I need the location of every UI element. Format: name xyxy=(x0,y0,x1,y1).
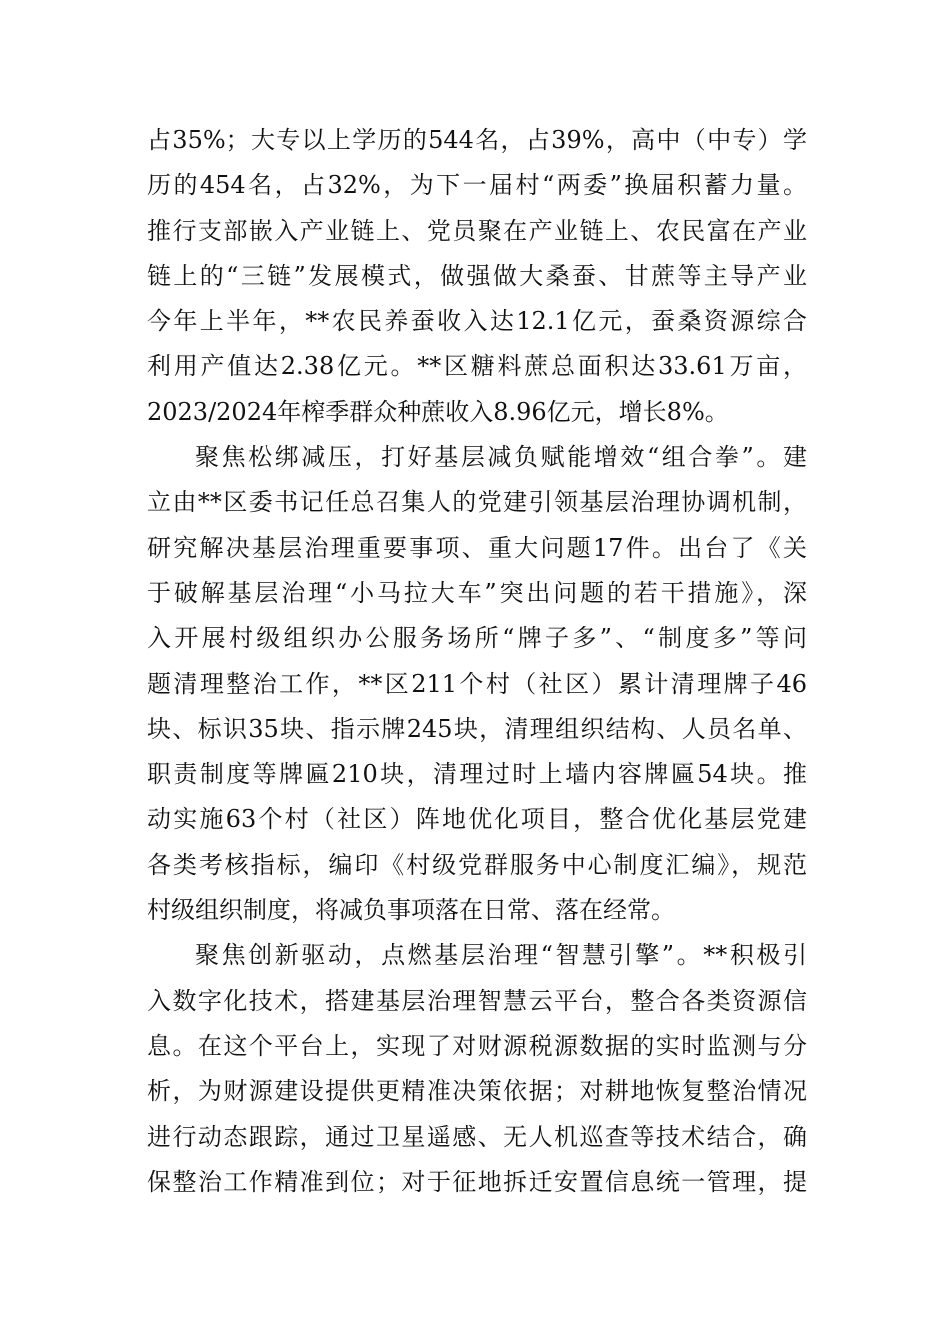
paragraph-burden-reduction xyxy=(147,435,807,933)
text-line: 占35%；大专以上学历的544名，占39%，高中（中专）学 xyxy=(147,126,807,154)
paragraph-talent-and-industry xyxy=(147,118,807,435)
text-line: 入数字化技术，搭建基层治理智慧云平台，整合各类资源信 xyxy=(147,986,807,1015)
text-line: 历的454名，占32%，为下一届村“两委”换届积蓄力量。 xyxy=(147,171,807,200)
paragraph-heading-line: 聚焦创新驱动，点燃基层治理“智慧引擎”。**积极引 xyxy=(195,941,807,970)
text-line: 立由**区委书记任总召集人的党建引领基层治理协调机制， xyxy=(147,488,807,517)
text-line: 块、标识35块、指示牌245块，清理组织结构、人员名单、 xyxy=(147,714,807,743)
text-line: 2023/2024年榨季群众种蔗收入8.96亿元，增长8%。 xyxy=(147,397,729,426)
text-line: 保整治工作精准到位；对于征地拆迁安置信息统一管理，提 xyxy=(147,1167,807,1196)
text-line: 今年上半年，**农民养蚕收入达12.1亿元，蚕桑资源综合 xyxy=(147,307,807,336)
text-line: 村级组织制度，将减负事项落在日常、落在经常。 xyxy=(147,896,675,925)
text-line: 研究解决基层治理重要事项、重大问题17件。出台了《关 xyxy=(147,533,807,562)
text-line: 析，为财源建设提供更精准决策依据；对耕地恢复整治情况 xyxy=(147,1077,807,1106)
text-line: 推行支部嵌入产业链上、党员聚在产业链上、农民富在产业 xyxy=(147,216,807,245)
text-line: 入开展村级组织办公服务场所“牌子多”、“制度多”等问 xyxy=(147,624,807,653)
text-line: 进行动态跟踪，通过卫星遥感、无人机巡查等技术结合，确 xyxy=(147,1122,807,1151)
paragraph-heading-line: 聚焦松绑减压，打好基层减负赋能增效“组合拳”。建 xyxy=(195,443,807,472)
text-line: 于破解基层治理“小马拉大车”突出问题的若干措施》，深 xyxy=(147,578,807,607)
paragraph-innovation xyxy=(147,933,807,1205)
text-line: 息。在这个平台上，实现了对财源税源数据的实时监测与分 xyxy=(147,1031,807,1060)
text-line: 动实施63个村（社区）阵地优化项目，整合优化基层党建 xyxy=(147,805,807,834)
text-line: 链上的“三链”发展模式，做强做大桑蚕、甘蔗等主导产业 xyxy=(147,261,807,290)
text-line: 利用产值达2.38亿元。**区糖料蔗总面积达33.61万亩， xyxy=(147,352,807,381)
text-line: 题清理整治工作，**区211个村（社区）累计清理牌子46 xyxy=(147,669,807,698)
text-line: 职责制度等牌匾210块，清理过时上墙内容牌匾54块。推 xyxy=(147,760,807,789)
document-page xyxy=(147,118,807,1205)
text-line: 各类考核指标，编印《村级党群服务中心制度汇编》，规范 xyxy=(147,850,807,879)
